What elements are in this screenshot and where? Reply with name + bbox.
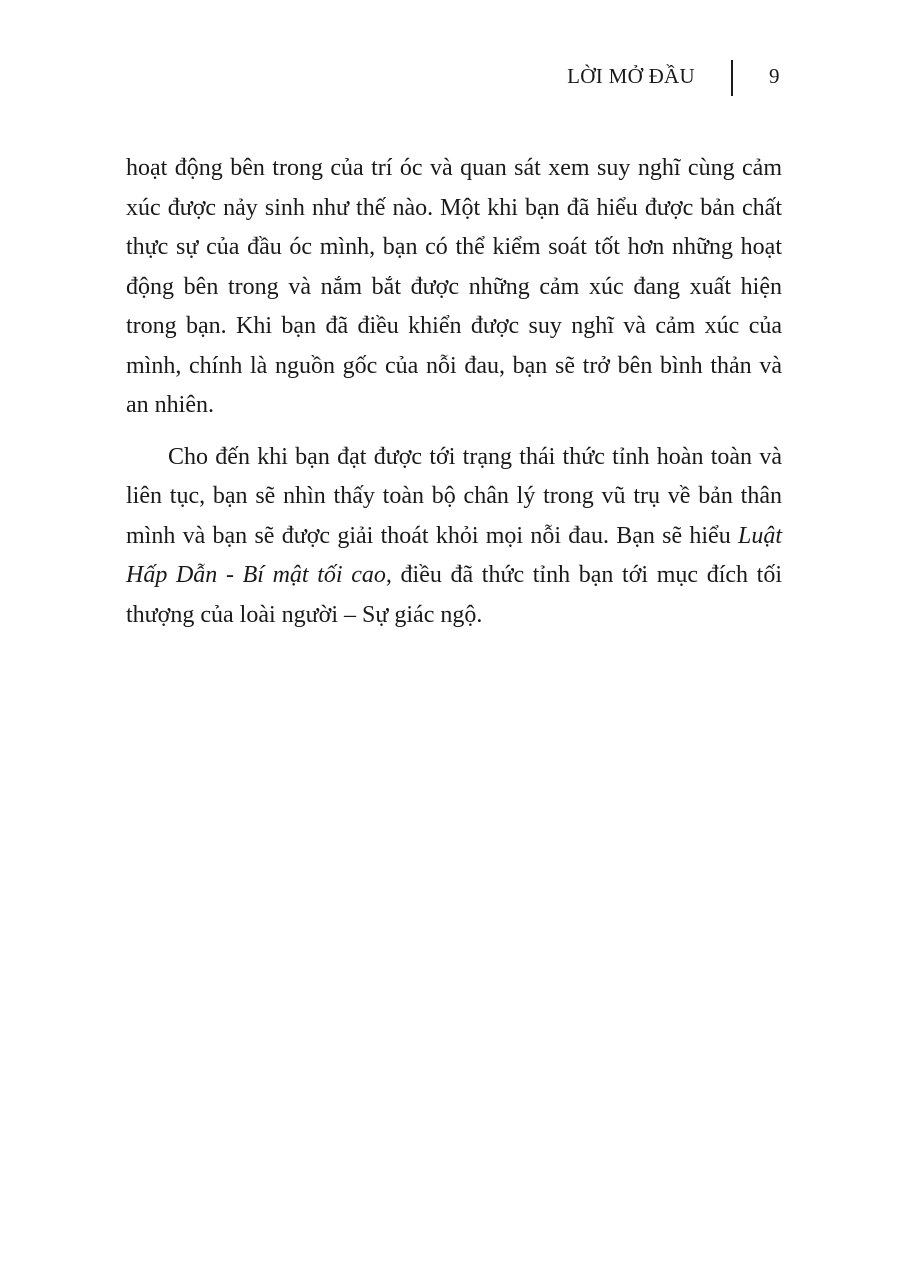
body-text (126, 149, 782, 635)
header-divider (731, 60, 733, 96)
paragraph-2-text-after: điều đã thức tỉnh bạn tới mục đích tối thượng của loài người – Sự giác ngộ. (126, 562, 782, 628)
paragraph-2 (126, 438, 782, 636)
book-title-italic: Luật Hấp Dẫn - Bí mật tối cao, (126, 522, 782, 588)
running-header (0, 60, 910, 96)
paragraph-1: hoạt động bên trong của trí óc và quan sát xem suy nghĩ cùng cảm xúc được nảy sinh như thế nào. Một khi bạn đã hiểu được bản chất thực sự của đầu óc mình, bạn có thể kiểm soát tốt hơn những hoạt động bên trong và nắm bắt được những cảm xúc đang xuất hiện trong bạn. Khi bạn đã điều khiển được suy nghĩ và cảm xúc của mình, chính là nguồn gốc của nỗi đau, bạn sẽ trở bên bình thản và an nhiên. (126, 155, 782, 418)
paragraph-2-text-before: Cho đến khi bạn đạt được tới trạng thái thức tỉnh hoàn toàn và liên tục, bạn sẽ nhìn thấy toàn bộ chân lý trong vũ trụ về bản thân mình và bạn sẽ được giải thoát khỏi mọi nỗi đau. Bạn sẽ hiểu (126, 443, 782, 549)
page-number: 9 (769, 64, 780, 88)
chapter-title: LỜI MỞ ĐẦU (567, 64, 695, 88)
